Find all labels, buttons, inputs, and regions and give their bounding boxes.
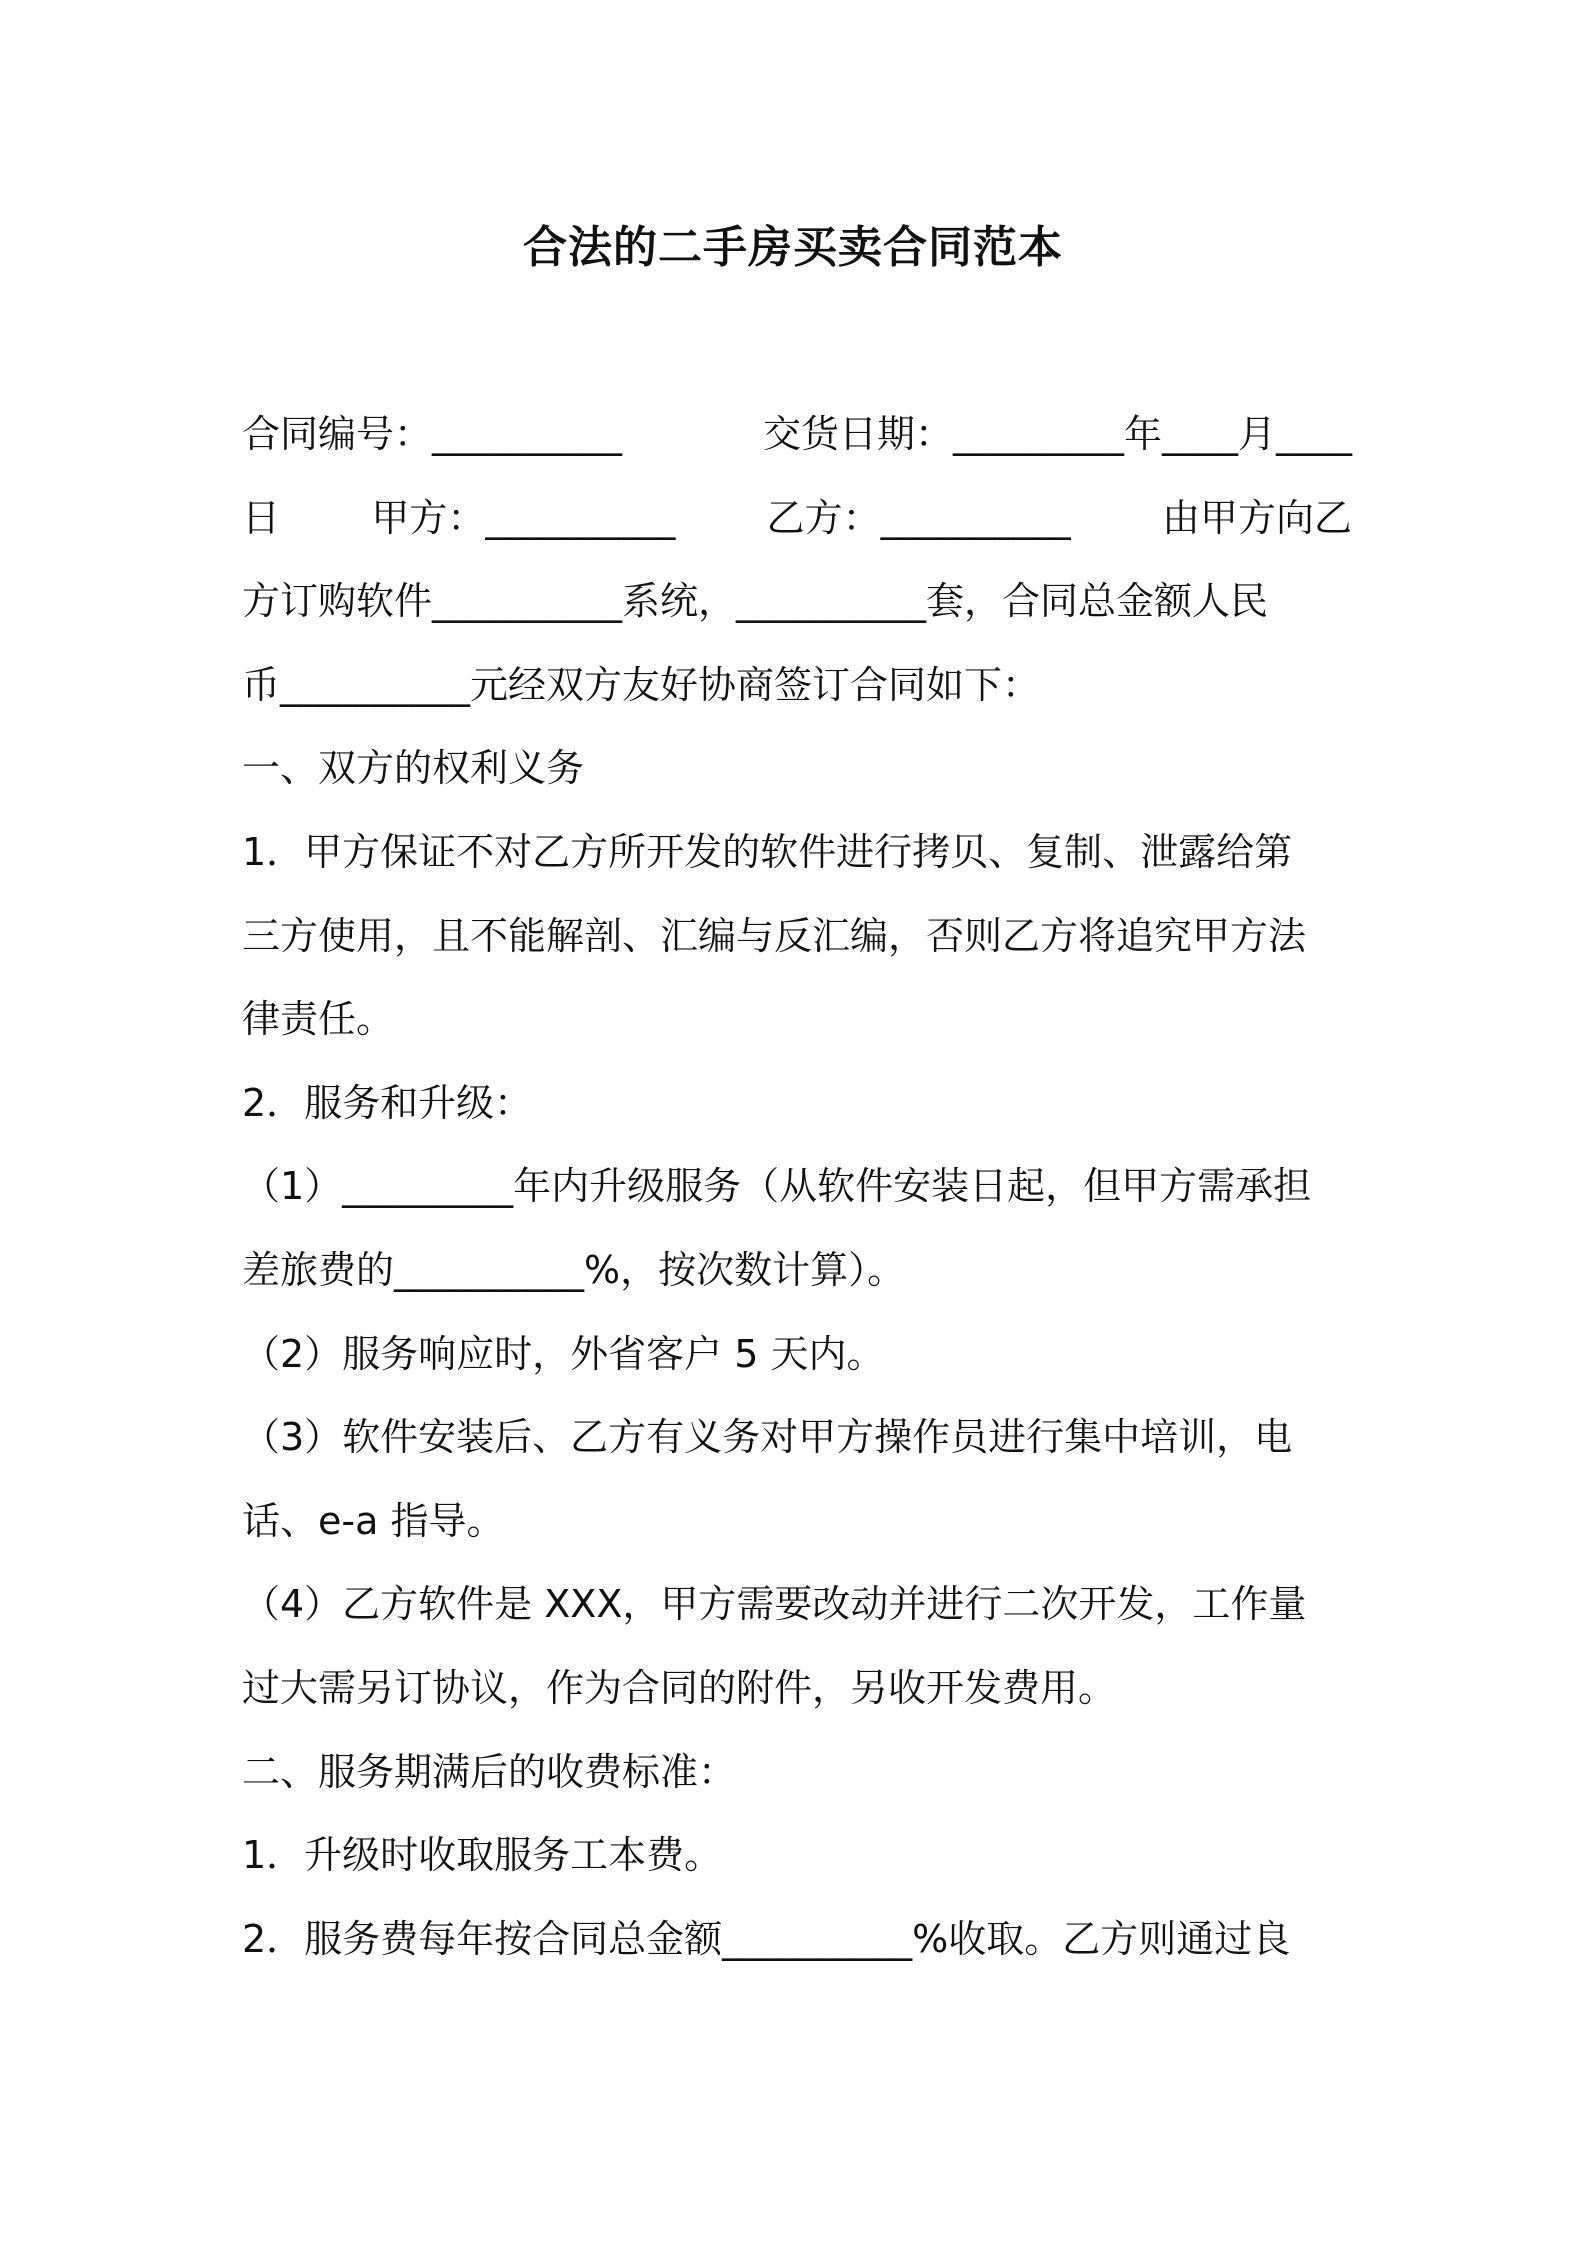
sub-clause-text: （1）_________年内升级服务（从软件安装日起，但甲方需承担 xyxy=(242,1164,1312,1209)
clause-text: 2．服务费每年按合同总金额__________%收取。乙方则通过良 xyxy=(242,1916,1291,1961)
sub-clause-text: 差旅费的__________%，按次数计算）。 xyxy=(242,1247,906,1292)
sub-clause-text: 过大需另订协议，作为合同的附件，另收开发费用。 xyxy=(242,1665,1117,1710)
clause-text: 律责任。 xyxy=(242,997,395,1042)
intro-line: 方订购软件__________系统，__________套，合同总金额人民 xyxy=(242,579,1269,624)
intro-start: 由甲方向乙 xyxy=(1161,495,1352,540)
section-heading: 一、双方的权利义务 xyxy=(242,746,585,791)
sub-clause-text: （3）软件安装后、乙方有义务对甲方操作员进行集中培训，电 xyxy=(242,1415,1293,1460)
contract-number-field: 合同编号：__________ xyxy=(242,412,623,456)
section-heading: 二、服务期满后的收费标准： xyxy=(242,1749,737,1794)
clause-text: 三方使用，且不能解剖、汇编与反汇编，否则乙方将追究甲方法 xyxy=(242,913,1307,958)
document-title: 合法的二手房买卖合同范本 xyxy=(523,222,1063,273)
intro-line: 币__________元经双方友好协商签订合同如下： xyxy=(242,662,1041,707)
header-row-2 xyxy=(242,488,1352,572)
clause-text: 1．甲方保证不对乙方所开发的软件进行拷贝、复制、泄露给第 xyxy=(242,829,1293,874)
sub-clause-text: （2）服务响应时，外省客户 5 天内。 xyxy=(242,1331,885,1376)
clause-heading: 2．服务和升级： xyxy=(242,1080,533,1125)
delivery-date-field: 交货日期：_________年____月____ xyxy=(762,412,1352,456)
day-label: 日 xyxy=(242,495,281,540)
document-body xyxy=(242,404,1352,1992)
sub-clause-text: 话、e-a 指导。 xyxy=(242,1498,505,1543)
clause-text: 1．升级时收取服务工本费。 xyxy=(242,1833,723,1878)
party-a-field: 甲方：__________ xyxy=(371,495,676,540)
sub-clause-text: （4）乙方软件是 XXX，甲方需要改动并进行二次开发，工作量 xyxy=(242,1582,1307,1627)
header-row-1 xyxy=(242,404,1352,488)
party-b-field: 乙方：__________ xyxy=(766,495,1071,540)
